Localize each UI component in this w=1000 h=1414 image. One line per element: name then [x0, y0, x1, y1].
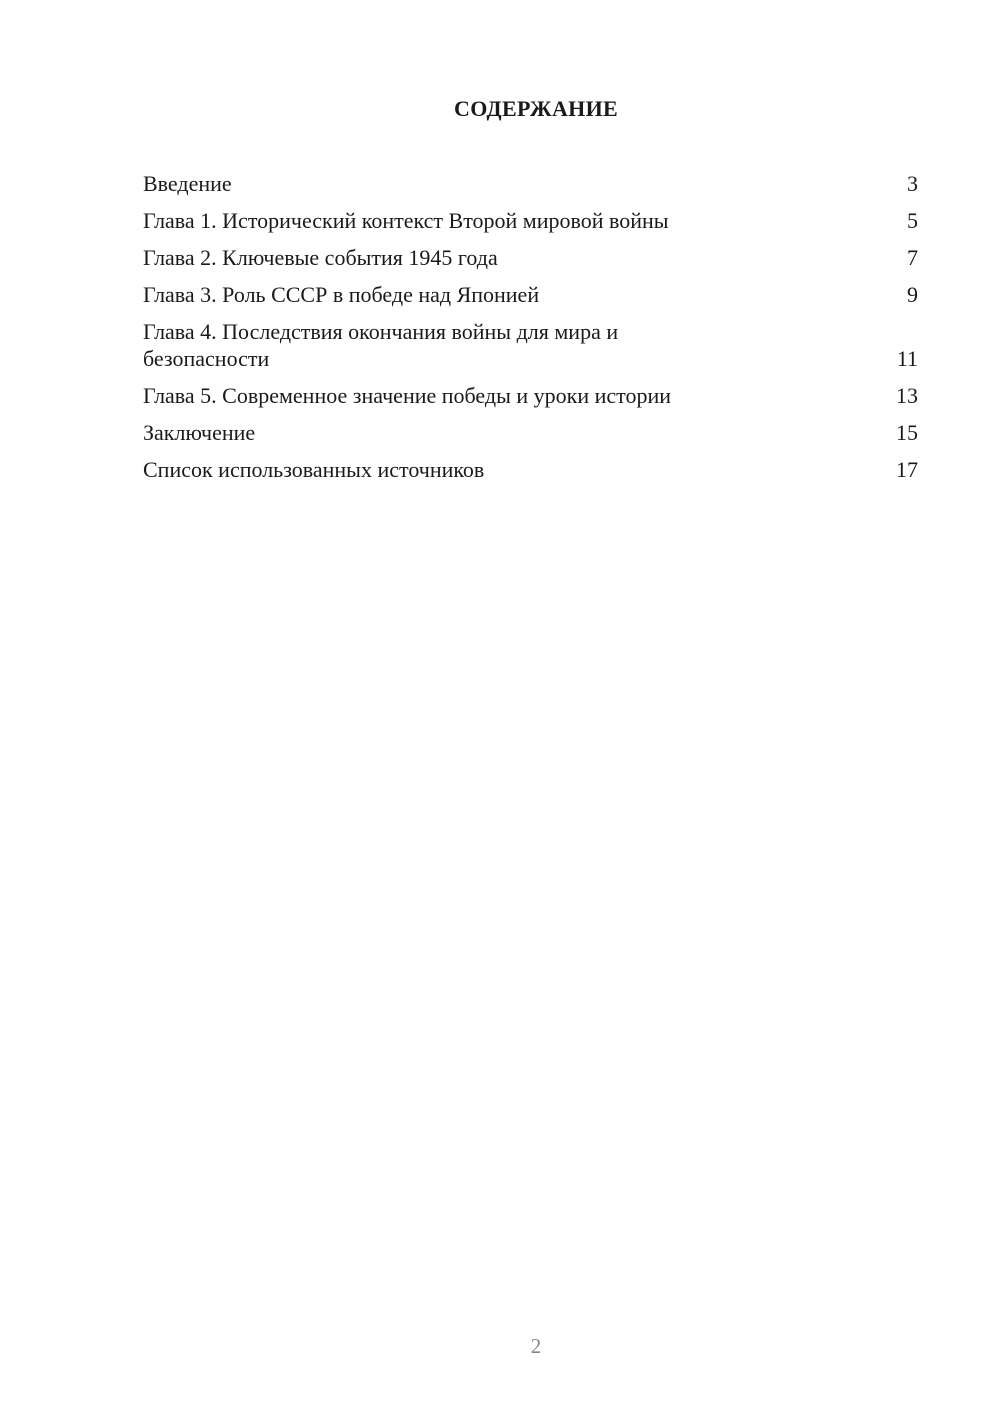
toc-entry-page: 7	[907, 245, 918, 270]
toc-entry-chapter-4	[143, 318, 918, 372]
toc-entry-conclusion	[143, 419, 918, 446]
toc-entry-page: 5	[907, 208, 918, 233]
toc-entry-label: Введение	[143, 171, 232, 196]
toc-entry-page: 15	[896, 420, 918, 445]
toc-entry-label: Список использованных источников	[143, 457, 485, 482]
toc-entry-introduction	[143, 170, 918, 197]
page-number: 2	[530, 1334, 542, 1358]
toc-entry-label: Глава 5. Современное значение победы и уроки истории	[143, 383, 672, 408]
toc-entry-chapter-1	[143, 207, 918, 234]
toc-entry-chapter-3	[143, 281, 918, 308]
toc-entry-label: Глава 3. Роль СССР в победе над Японией	[143, 282, 540, 307]
toc-entry-page: 9	[907, 282, 918, 307]
toc-entry-page: 3	[907, 171, 918, 196]
toc-entry-page: 17	[896, 457, 918, 482]
toc-entry-page: 13	[896, 383, 918, 408]
toc-entry-label: Глава 4. Последствия окончания войны для мира и безопасности	[143, 319, 619, 371]
toc-entry-label: Заключение	[143, 420, 256, 445]
toc-entry-references	[143, 456, 918, 483]
toc-entry-label: Глава 2. Ключевые события 1945 года	[143, 245, 498, 270]
table-of-contents	[143, 170, 918, 493]
toc-entry-label: Глава 1. Исторический контекст Второй мировой войны	[143, 208, 669, 233]
toc-entry-chapter-5	[143, 382, 918, 409]
page-title: СОДЕРЖАНИЕ	[454, 96, 618, 121]
toc-entry-page: 11	[896, 346, 918, 371]
toc-entry-chapter-2	[143, 244, 918, 271]
